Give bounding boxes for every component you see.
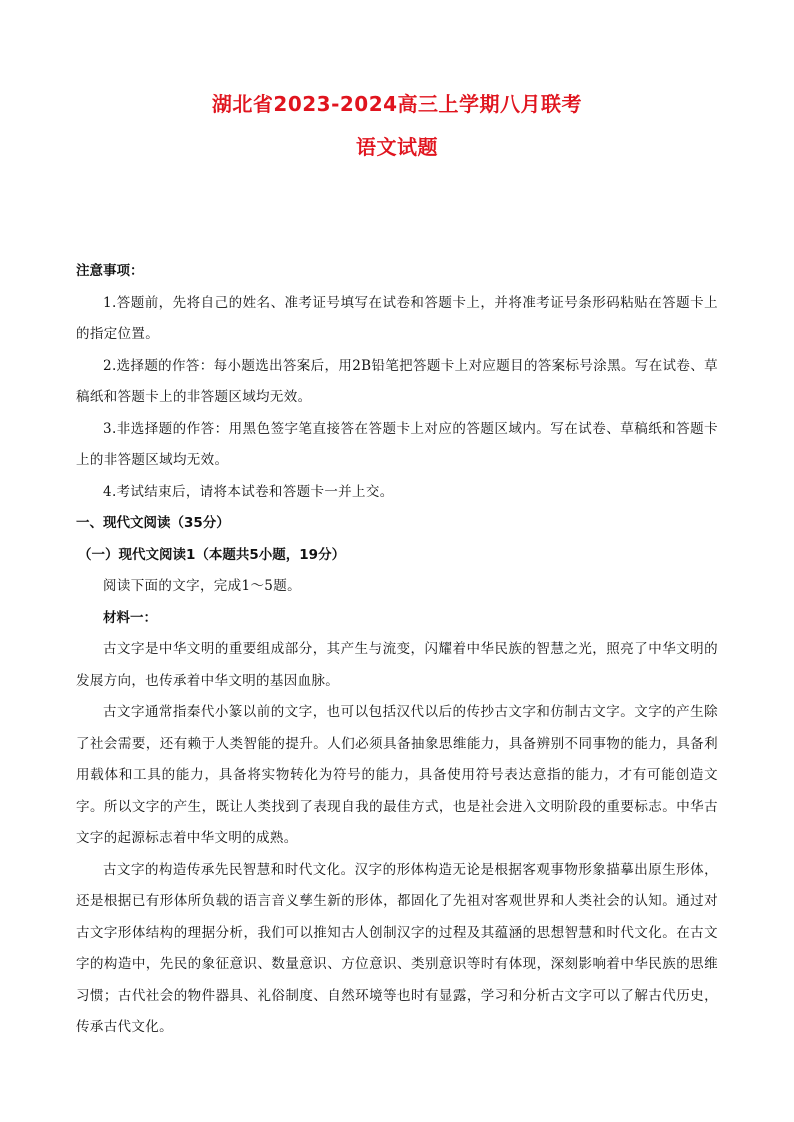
document-subtitle: 语文试题 xyxy=(356,135,438,159)
material-heading: 材料一： xyxy=(103,609,157,626)
notice-item: 1.答题前，先将自己的姓名、准考证号填写在试卷和答题卡上，并将准考证号条形码粘贴在答题卡上的指定位置。 xyxy=(76,294,718,342)
part-heading: （一）现代文阅读1（本题共5小题，19分） xyxy=(78,546,346,563)
material-paragraph: 古文字通常指秦代小篆以前的文字，也可以包括汉代以后的传抄古文字和仿制古文字。文字的产生除了社会需要，还有赖于人类智能的提升。人们必须具备抽象思维能力，具备辨别不同事物的能力，具备利用载体和工具的能力，具备将实物转化为符号的能力，具备使用符号表达意指的能力，才有可能创造文字。所以文字的产生，既让人类找到了表现自我的最佳方式，也是社会进入文明阶段的重要标志。中华古文字的起源标志着中华文明的成熟。 xyxy=(76,704,718,846)
reading-instruction: 阅读下面的文字，完成1～5题。 xyxy=(103,578,301,594)
notice-item: 3.非选择题的作答：用黑色签字笔直接答在答题卡上对应的答题区域内。写在试卷、草稿纸和答题卡上的非答题区域均无效。 xyxy=(76,420,718,468)
notice-item: 4.考试结束后，请将本试卷和答题卡一并上交。 xyxy=(103,483,394,500)
material-paragraph: 古文字是中华文明的重要组成部分，其产生与流变，闪耀着中华民族的智慧之光，照亮了中华文明的发展方向，也传承着中华文明的基因血脉。 xyxy=(76,641,718,689)
notice-heading: 注意事项： xyxy=(76,263,144,279)
notice-item: 2.选择题的作答：每小题选出答案后，用2B铅笔把答题卡上对应题目的答案标号涂黑。写在试卷、草稿纸和答题卡上的非答题区域均无效。 xyxy=(76,357,718,405)
document-body xyxy=(76,256,718,1044)
material-paragraph: 古文字的构造传承先民智慧和时代文化。汉字的形体构造无论是根据客观事物形象描摹出原生形体，还是根据已有形体所负载的语言音义孳生新的形体，都固化了先祖对客观世界和人类社会的认知。通过对古文字形体结构的理据分析，我们可以推知古人创制汉字的过程及其蕴涵的思想智慧和时代文化。在古文字的构造中，先民的象征意识、数量意识、方位意识、类别意识等时有体现，深刻影响着中华民族的思维习惯；古代社会的物件器具、礼俗制度、自然环境等也时有显露，学习和分析古文字可以了解古代历史，传承古代文化。 xyxy=(76,861,718,1035)
document-title: 湖北省2023-2024高三上学期八月联考 xyxy=(211,92,583,116)
section-heading: 一、现代文阅读（35分） xyxy=(76,515,230,531)
